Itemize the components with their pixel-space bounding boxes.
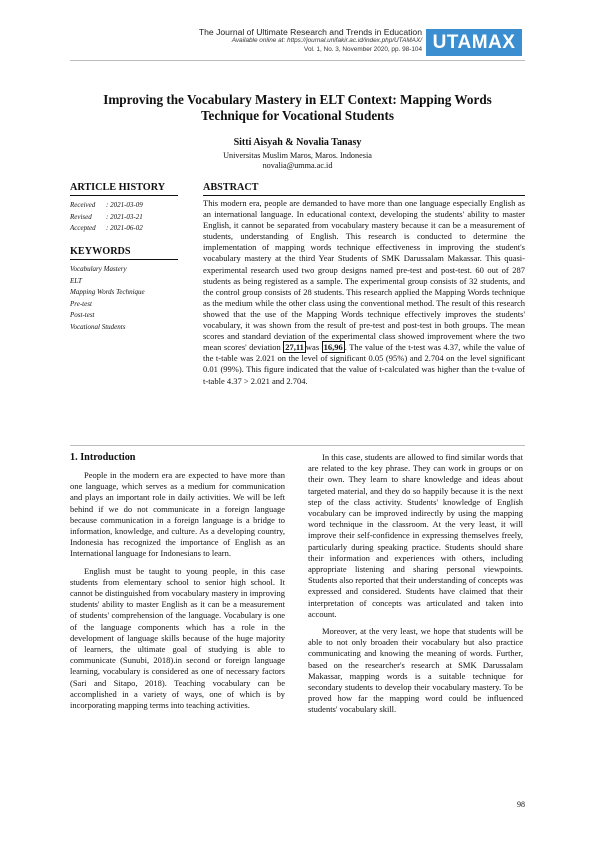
mean-deviation-experimental: 27,11 (285, 342, 304, 353)
history-label: Accepted (70, 224, 96, 232)
paper-title: Improving the Vocabulary Mastery in ELT Context: Mapping Words Technique for Vocational Students (103, 92, 492, 123)
keyword-item: Pre-test (70, 299, 92, 308)
history-value: : 2021-06-02 (106, 224, 143, 232)
abstract-body-a: This modern era, people are demanded to have more than one language especially English as an international language. In educational context, developing the students' ability to master English, it cannot be separated from vocabulary mastery because it can be a measurement of students, understanding of English. This research is conducted to determine the implementation of mapping words technique effectiveness in improving the student's vocabulary mastery at the third Year Students of SMK Darussalam Makassar. This quasi-experimental research used two group designs named pre-test and post-test. 60 out of 287 students as being registered as a sample. The experimental group consists of 32 students, and the control group consists of 28 students. This research applied the Mapping Words technique as the medium while the other class using the conventional method. The result of this research showed that the use of the Mapping Words technique effectively improves the students' vocabulary, it was shown from the result of pre-test and post-test in both groups. The mean scores and standard deviation of the experimental class showed improvement where the two mean scores' deviation (203, 198, 525, 353)
utamax-logo: UTAMAX (426, 29, 522, 56)
paragraph: English must be taught to young people, in this case students from elementary school to senior high school. It cannot be distinguished from vocabulary mastery in improving students' ability to master English as it can be a measurement of students' comprehension of the language. Vocabulary is one of the language components which has a role in the development of language skills because of the huge majority of learners, the ultimate goal of studying is able to communicate (Sunubi, 2018).in second or foreign language learning, vocabulary is considered as one of necessary factors (Sari and Sitapo, 2018). Teaching vocabulary can be accomplished in a variety of ways, one of which is by incorporating mapping terms into teaching activities. (70, 565, 285, 711)
journal-volume: Vol. 1, No. 3, November 2020, pp. 98-104 (304, 45, 422, 53)
history-value: : 2021-03-21 (106, 212, 143, 221)
abstract-heading: ABSTRACT (203, 182, 259, 193)
abstract-divider (203, 195, 525, 196)
history-row (70, 212, 143, 224)
keywords-heading: KEYWORDS (70, 246, 178, 260)
paragraph: People in the modern era are expected to have more than one language, which serves as a medium for communication and plays an important role in daily activities. We will be left behind if we do not communicate in a foreign language because communication in a foreign language is a bridge to information, knowledge, and culture. As a developing country, Indonesia has recognized the importance of English as an International language for Indonesians to learn. (70, 470, 285, 559)
paragraph: In this case, students are allowed to find similar words that are related to the key phrase. They can work in groups or on their own. They learn to share knowledge and ideas about targeted material, and they do so happily because it is the next step of the class activity. Students' knowledge of English vocabulary can be improved indirectly by using the mapping word technique in the classroom. At the very least, it will improve their self-confidence in expressing themselves freely, particularly during speaking practice. Students should share their information and experiences with others, including appropriate listening and sharing personal viewpoints. Students also reported that their understanding of concepts was expressed and considered. Students have claimed that their interpretation of concepts was articulated and taken into account. (308, 452, 523, 619)
history-label: Revised (70, 212, 92, 221)
keyword-item: Vocabulary Mastery (70, 265, 127, 273)
article-history-heading: ARTICLE HISTORY (70, 182, 178, 196)
paragraph: Moreover, at the very least, we hope that students will be able to not only broaden their vocabulary but also practice communicating and knowing the meaning of words. Further, based on the researcher's research at SMK Darussalam Makassar, mapping words is a suitable technique for secondary students to develop their vocabulary mastery. To be proved how far the mapping word could be influenced students' vocabulary skill. (308, 626, 523, 715)
section-divider (70, 445, 525, 446)
history-row (70, 200, 143, 212)
keyword-item: Post-test (70, 311, 95, 319)
affiliation-text: Universitas Muslim Maros, Maros. Indonesia (223, 151, 372, 160)
journal-name: The Journal of Ultimate Research and Trends in Education (198, 27, 422, 37)
history-label: Received (70, 201, 96, 209)
page-number: 98 (517, 800, 525, 809)
right-column (308, 452, 523, 722)
abstract-body-b: . The value of the t-test was 4.37, while the value of the t-table was 2.021 on the level of significant 0.05 (95%) and 2.704 on the level significant 0.01 (99%). This figure indicated that the value of t-calculated was higher than the t-value of t-table 4.37 > 2.021 and 2.704. (203, 342, 526, 386)
history-value: : 2021-03-09 (106, 201, 143, 209)
author-affiliation (80, 151, 515, 171)
keyword-item: Vocational Students (70, 322, 126, 331)
keyword-item: ELT (70, 276, 82, 285)
introduction-heading: 1. Introduction (70, 452, 136, 463)
abstract-text (203, 198, 525, 387)
author-email[interactable]: novalia@umma.ac.id (262, 161, 333, 170)
mean-deviation-control: 16,96 (323, 342, 343, 353)
header-divider (70, 60, 525, 61)
left-column (70, 470, 285, 717)
keyword-item: Mapping Words Technique (70, 288, 145, 296)
keywords-list (70, 264, 145, 333)
paper-authors: Sitti Aisyah & Novalia Tanasy (233, 137, 362, 148)
abstract-connector: was (305, 342, 320, 353)
article-history (70, 200, 143, 235)
journal-header (150, 27, 422, 54)
history-row (70, 223, 143, 235)
journal-url[interactable]: Available online at: https://journal.unifakir.ac.id/index.php/UTAMAX/ (231, 37, 422, 44)
